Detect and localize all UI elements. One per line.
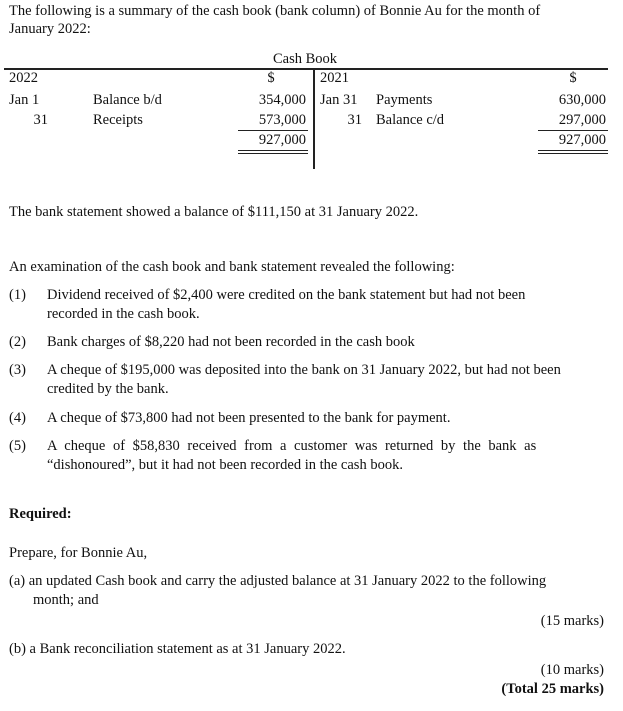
right-row-2-date: 31 [347,112,362,128]
left-row-2-amount: 573,000 [258,112,306,128]
right-row-2-amount: 297,000 [558,112,606,128]
item-3-line2: credited by the bank. [47,381,169,397]
right-total: 927,000 [558,132,606,148]
part-b: (b) a Bank reconciliation statement as at 31 January 2022. [9,641,346,657]
right-row-1-date: Jan 31 [320,92,358,108]
left-total: 927,000 [258,132,306,148]
item-3-line1: A cheque of $195,000 was deposited into the bank on 31 January 2022, but had not been [47,362,561,378]
item-2-line1: Bank charges of $8,220 had not been recorded in the cash book [47,334,415,350]
item-1-line2: recorded in the cash book. [47,306,200,322]
item-5-line2: “dishonoured”, but it had not been recorded in the cash book. [47,457,403,473]
part-a-marks: (15 marks) [540,613,604,629]
bank-statement-text: The bank statement showed a balance of $111,150 at 31 January 2022. [9,204,419,220]
item-4-number: (4) [9,410,26,426]
part-a-line2: month; and [33,592,99,608]
item-1-number: (1) [9,287,26,303]
item-1-line1: Dividend received of $2,400 were credited on the bank statement but had not been [47,287,526,303]
right-row-1-amount: 630,000 [558,92,606,108]
cash-book-center-divider [313,68,315,169]
left-row-2-desc: Receipts [93,112,143,128]
total-marks: (Total 25 marks) [501,681,604,697]
left-row-2-date: 31 [33,112,48,128]
right-total-rule-1 [538,150,608,151]
right-row-1-desc: Payments [376,92,433,108]
part-a-line1: (a) an updated Cash book and carry the adjusted balance at 31 January 2022 to the following [9,573,547,589]
right-total-rule-2 [538,153,608,154]
intro-text-line2: January 2022: [9,21,91,37]
examination-intro: An examination of the cash book and bank statement revealed the following: [9,259,455,275]
left-total-rule-2 [238,153,308,154]
item-2-number: (2) [9,334,26,350]
prepare-text: Prepare, for Bonnie Au, [9,545,148,561]
part-b-marks: (10 marks) [540,662,604,678]
item-3-number: (3) [9,362,26,378]
left-row-1-date: Jan 1 [9,92,40,108]
intro-text-line1: The following is a summary of the cash book (bank column) of Bonnie Au for the month of [9,3,541,19]
right-row-2-desc: Balance c/d [376,112,445,128]
right-year: 2021 [320,70,349,86]
left-currency: $ [267,70,275,86]
item-5-number: (5) [9,438,26,454]
left-row-1-desc: Balance b/d [93,92,162,108]
required-heading: Required: [9,506,72,522]
item-4-line1: A cheque of $73,800 had not been presented to the bank for payment. [47,410,451,426]
left-total-rule-1 [238,150,308,151]
left-row-1-amount: 354,000 [258,92,306,108]
item-5-line1: A cheque of $58,830 received from a customer was returned by the bank as [47,438,537,454]
right-currency: $ [569,70,577,86]
left-year: 2022 [9,70,38,86]
cash-book-title: Cash Book [272,51,338,67]
cash-book-top-rule [4,68,608,70]
